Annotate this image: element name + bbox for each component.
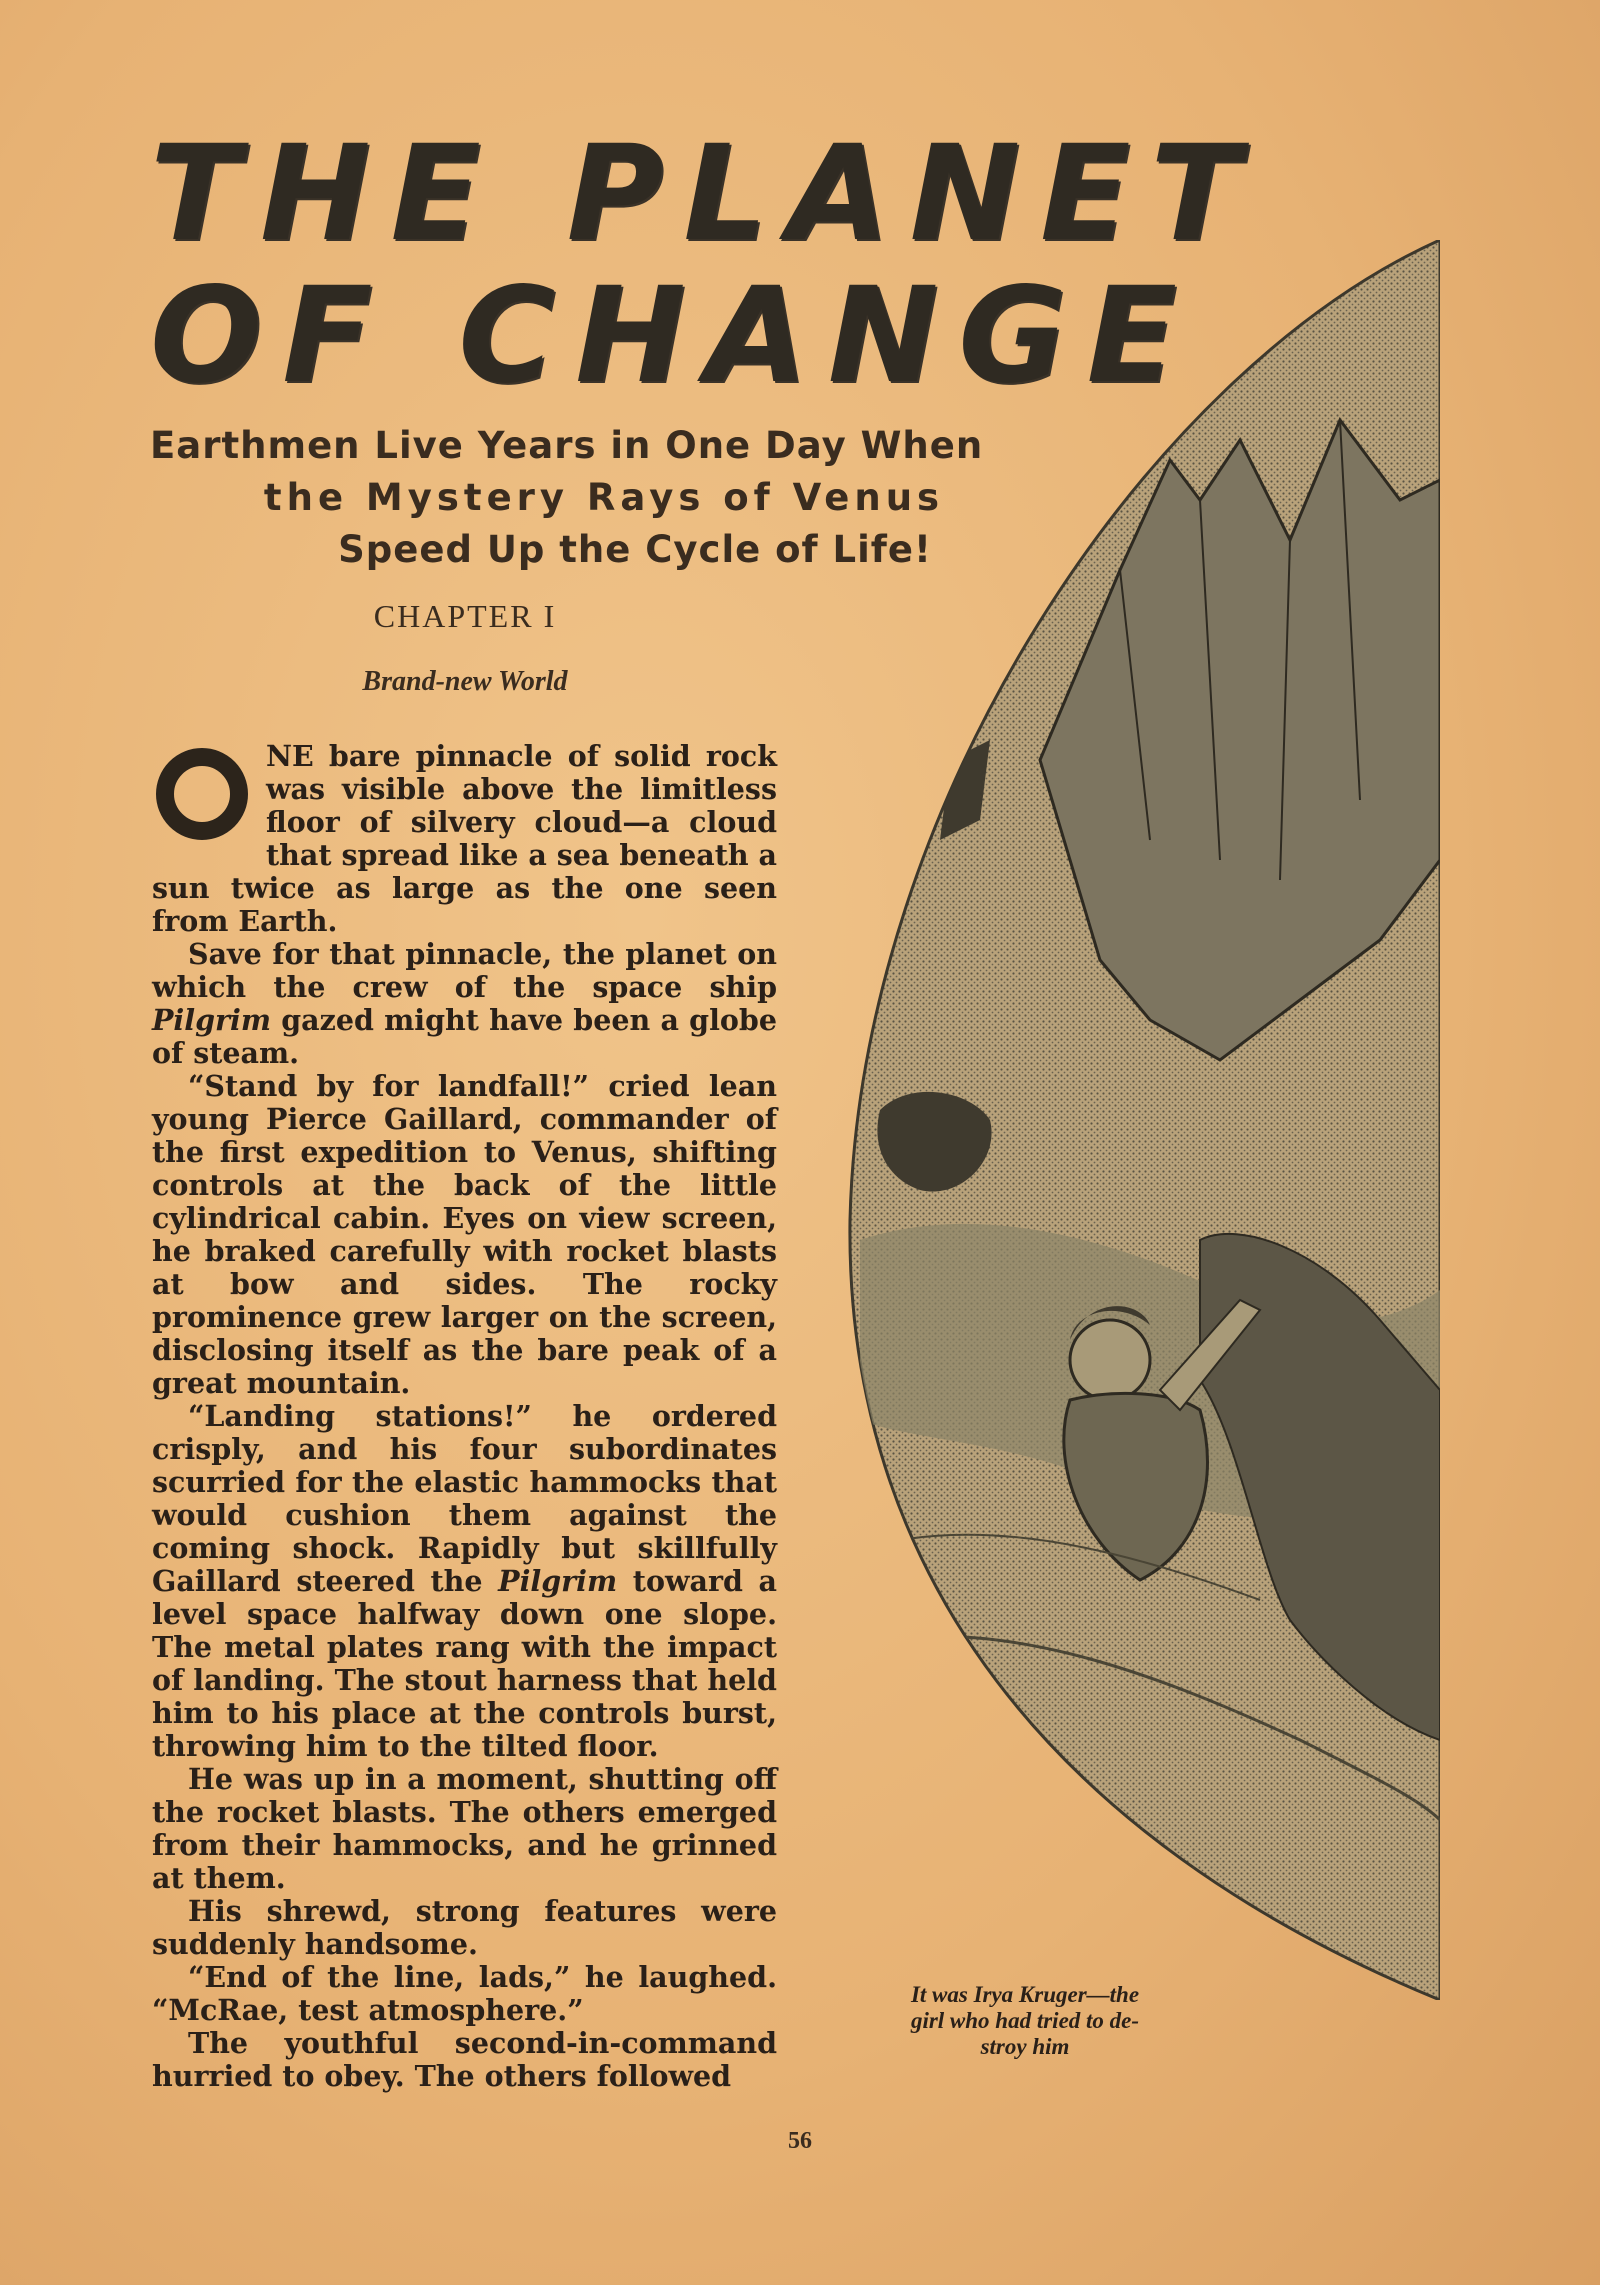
page-number: 56 — [788, 2128, 812, 2154]
story-paragraph-7: “End of the line, lads,” he laughed. “McRae, test atmosphere.” — [152, 1960, 777, 2027]
subtitle-line-3: Speed Up the Cycle of Life! — [338, 528, 932, 571]
story-paragraph-5: He was up in a moment, shutting off the rocket blasts. The others emerged from their hammocks, and he grinned at them. — [152, 1762, 777, 1895]
paragraph-4-text-a: “Landing stations!” he ordered crisply, and his four subordinates scurried for the elastic hammocks that would cushion them against the coming shock. Rapidly but skillfully Gaillard steered the — [152, 1399, 777, 1598]
story-paragraph-1 — [152, 740, 777, 938]
dropcap-o — [152, 744, 256, 842]
paragraph-2-text-b: gazed might have been a globe of steam. — [152, 1003, 777, 1070]
story-paragraph-6: His shrewd, strong features were suddenly handsome. — [152, 1894, 777, 1961]
planet-illustration — [820, 240, 1440, 2000]
caption-line-3: stroy him — [980, 2034, 1070, 2059]
paragraph-4-text-b: toward a level space halfway down one slope. The metal plates rang with the impact of landing. The stout harness that held him to his place at the controls burst, throwing him to the tilted floor. — [152, 1564, 777, 1763]
story-paragraph-3: “Stand by for landfall!” cried lean young Pierce Gaillard, commander of the first expedition to Venus, shifting controls at the back of the little cylindrical cabin. Eyes on view screen, he braked carefully with rocket blasts at bow and sides. The rocky prominence grew larger on the screen, disclosing itself as the bare peak of a great mountain. — [152, 1069, 777, 1400]
title-line-2: OF CHANGE — [150, 259, 1197, 413]
ship-name: Pilgrim — [498, 1564, 618, 1598]
ship-name: Pilgrim — [152, 1003, 272, 1037]
dropcap-ring-shape — [156, 748, 248, 840]
subtitle-line-1: Earthmen Live Years in One Day When — [150, 424, 984, 467]
story-paragraph-4 — [152, 1400, 777, 1763]
story-body — [152, 740, 777, 2093]
subtitle-line-2: the Mystery Rays of Venus — [263, 476, 945, 519]
caption-line-2: girl who had tried to de- — [910, 2008, 1140, 2033]
chapter-heading: CHAPTER I — [373, 598, 557, 634]
title-line-1: THE PLANET — [150, 117, 1261, 271]
illustration-caption — [850, 1982, 1200, 2060]
paragraph-2-text-a: Save for that pinnacle, the planet on which the crew of the space ship — [152, 937, 777, 1004]
story-paragraph-2 — [152, 938, 777, 1070]
chapter-subheading: Brand-new World — [362, 666, 568, 697]
paragraph-1-text: NE bare pinnacle of solid rock was visible above the limitless floor of silvery cloud—a cloud that spread like a sea beneath a sun twice as large as the one seen from Earth. — [152, 739, 777, 938]
caption-line-1: It was Irya Kruger—the — [910, 1982, 1140, 2007]
story-paragraph-8: The youthful second-in-command hurried to obey. The others followed — [152, 2026, 777, 2093]
